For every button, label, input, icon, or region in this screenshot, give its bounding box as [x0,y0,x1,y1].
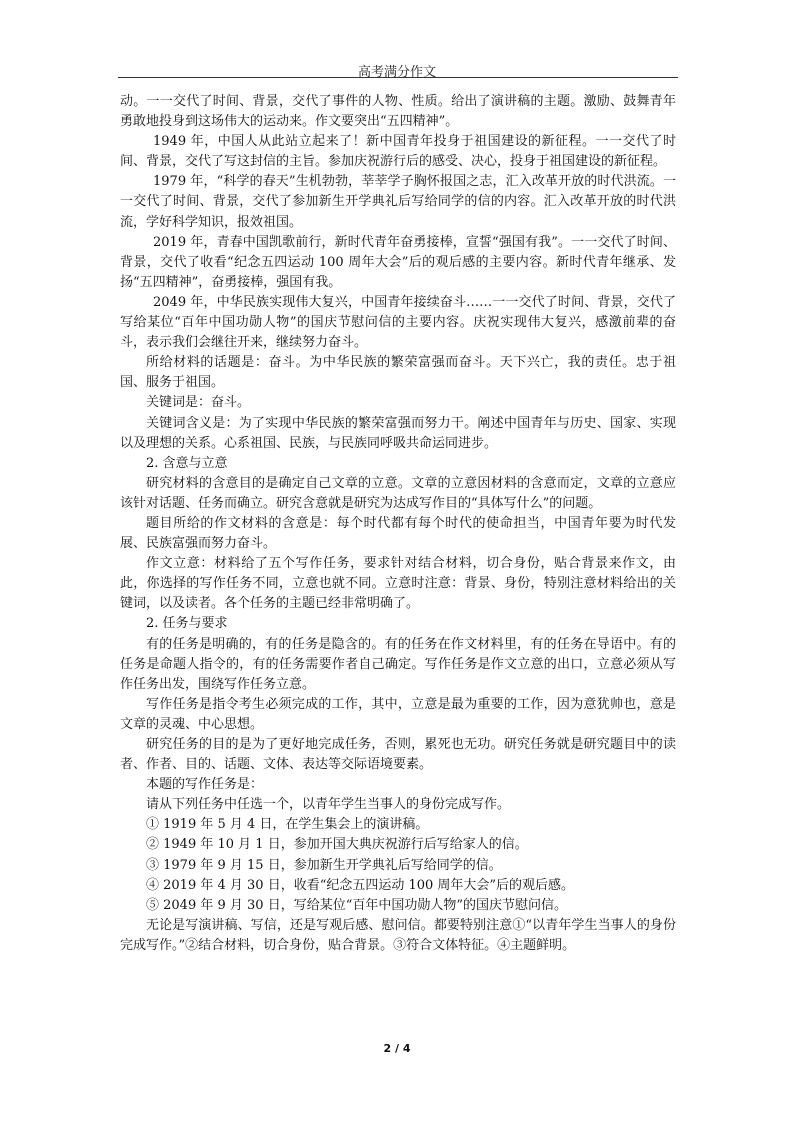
section-heading: 2. 含意与立意 [146,455,228,471]
header-divider [118,77,678,78]
paragraph: 请从下列任务中任选一个，以青年学生当事人的身份完成写作。 [146,797,511,813]
document-body [120,92,676,956]
list-item: ⑤ 2049 年 9 月 30 日，写给某位“百年中国功勋人物”的国庆节慰问信。 [146,897,567,913]
list-item: ① 1919 年 5 月 4 日，在学生集会上的演讲稿。 [146,817,429,833]
page-number: 2 / 4 [383,1042,411,1055]
paragraph: 2049 年，中华民族实现伟大复兴，中国青年接续奋斗……一一交代了时间、背景，交代了写给某位“百年中国功勋人物”的国庆节慰问信的主要内容。庆祝实现伟大复兴，感激前辈的奋斗，表示我们会继往开来，继续努力奋斗。 [120,294,676,351]
paragraph: 关键词含义是：为了实现中华民族的繁荣富强而努力干。阐述中国青年与历史、国家、实现以及理想的关系。心系祖国、民族，与民族同呼吸共命运同进步。 [120,415,676,451]
paragraph: 题目所给的作文材料的含意是：每个时代都有每个时代的使命担当，中国青年要为时代发展、民族富强而努力奋斗。 [120,515,676,552]
paragraph: 有的任务是明确的，有的任务是隐含的。有的任务在作文材料里，有的任务在导语中。有的任务是命题人指令的，有的任务需要作者自己确定。写作任务是作文立意的出口，立意必须从写作任务出发，围绕写作任务立意。 [120,636,676,692]
list-item: ③ 1979 年 9 月 15 日，参加新生开学典礼后写给同学的信。 [146,857,502,873]
paragraph: 2019 年，青春中国凯歌前行，新时代青年奋勇接棒，宣誓“强国有我”。一一交代了时间、背景，交代了收看“纪念五四运动 100 周年大会”后的观后感的主要内容。新时代青年继承、发扬“五四精神”，奋勇接棒，强国有我。 [120,234,676,290]
page-header-title: 高考满分作文 [357,65,436,80]
paragraph: 作文立意：材料给了五个写作任务，要求针对结合材料，切合身份，贴合背景来作文，由此，你选择的写作任务不同，立意也就不同。立意时注意：背景、身份，特别注意材料给出的关键词，以及读者。各个任务的主题已经非常明确了。 [120,556,676,612]
list-item: ② 1949 年 10 月 1 日，参加开国大典庆祝游行后写给家人的信。 [146,837,528,853]
paragraph: 无论是写演讲稿、写信，还是写观后感、慰问信。都要特别注意①“以青年学生当事人的身份完成写作。”②结合材料，切合身份，贴合背景。③符合文体特征。④主题鲜明。 [120,917,676,953]
paragraph: 研究任务的目的是为了更好地完成任务，否则，累死也无功。研究任务就是研究题目中的读者、作者、目的、话题、文体、表达等交际语境要素。 [120,737,676,773]
paragraph: 关键词是：奋斗。 [146,395,251,411]
paragraph: 写作任务是指令考生必须完成的工作，其中，立意是最为重要的工作，因为意犹帅也，意是文章的灵魂、中心思想。 [120,696,676,732]
list-item: ④ 2019 年 4 月 30 日，收看“纪念五四运动 100 周年大会”后的观后感。 [146,877,575,893]
paragraph: 研究材料的含意目的是确定自己文章的立意。文章的立意因材料的含意而定，文章的立意应该针对话题、任务而确立。研究含意就是研究为达成写作目的“具体写什么”的问题。 [120,475,676,511]
section-heading: 2. 任务与要求 [146,616,228,632]
paragraph: 动。一一交代了时间、背景，交代了事件的人物、性质。给出了演讲稿的主题。激励、鼓舞青年勇敢地投身到这场伟大的运动来。作文要突出“五四精神”。 [120,94,676,130]
paragraph: 本题的写作任务是： [146,777,264,793]
paragraph: 1979 年，“科学的春天”生机勃勃，莘莘学子胸怀报国之志，汇入改革开放的时代洪流。一一交代了时间、背景，交代了参加新生开学典礼后写给同学的信的内容。汇入改革开放的时代洪流，学好科学知识，报效祖国。 [120,174,676,230]
paragraph: 所给材料的话题是：奋斗。为中华民族的繁荣富强而奋斗。天下兴亡，我的责任。忠于祖国、服务于祖国。 [120,355,676,391]
paragraph: 1949 年，中国人从此站立起来了！新中国青年投身于祖国建设的新征程。一一交代了时间、背景，交代了写这封信的主旨。参加庆祝游行后的感受、决心，投身于祖国建设的新征程。 [120,134,676,170]
